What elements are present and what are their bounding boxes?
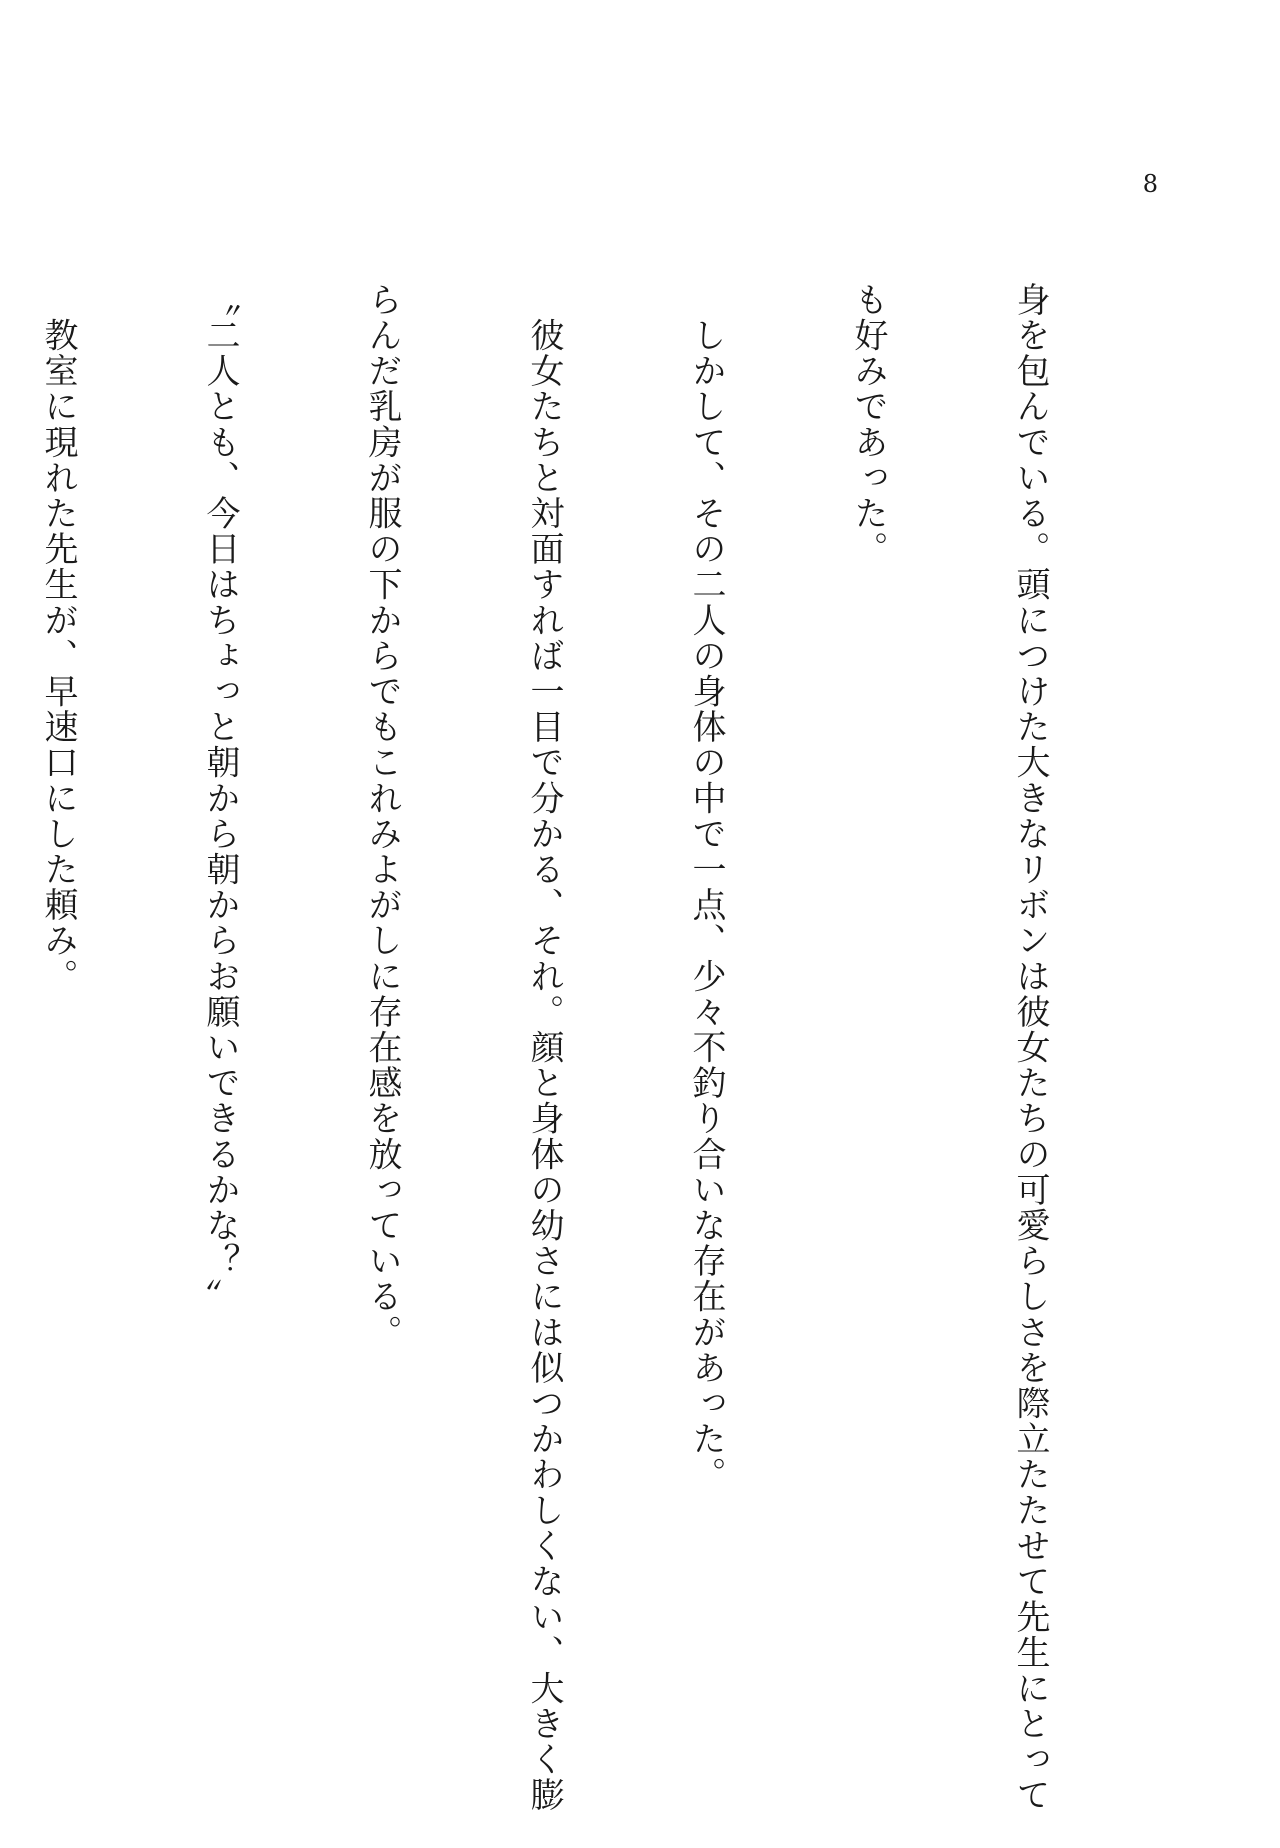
text-line: 身を包んでいる。頭につけた大きなリボンは彼女たちの可愛らしさを際立たたせて先生にとって: [1010, 282, 1050, 1813]
text-line: 〝二人とも、今日はちょっと朝から朝からお願いできるかな？〟: [200, 282, 240, 1315]
text-line: らんだ乳房が服の下からでもこれみよがしに存在感を放っている。: [362, 282, 402, 1350]
text-line: しかして、その二人の身体の中で一点、少々不釣り合いな存在があった。: [686, 282, 726, 1493]
page-number: 8: [1142, 170, 1158, 198]
text-line: も好みであった。: [848, 282, 888, 567]
body-text: [0, 282, 1165, 1813]
text-line: 彼女たちと対面すれば一目で分かる、それ。顔と身体の幼さには似つかわしくない、大きく膨: [524, 282, 564, 1813]
text-line: 教室に現れた先生が、早速口にした頼み。: [38, 282, 78, 994]
